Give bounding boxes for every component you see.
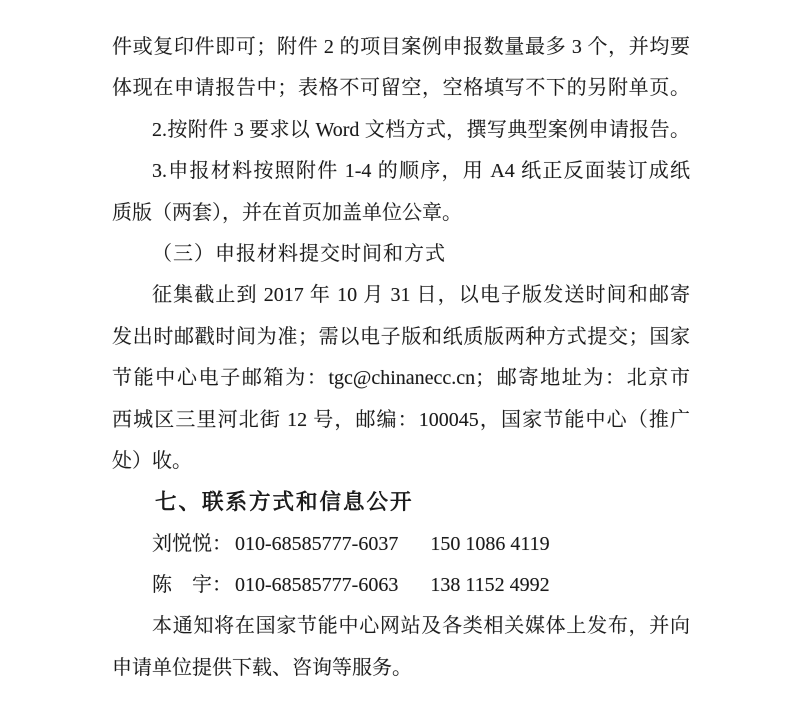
para-word-format: 2.按附件 3 要求以 Word 文档方式，撰写典型案例申请报告。 xyxy=(152,118,690,141)
document-body xyxy=(112,27,690,689)
para-deadline-line-3-email: 节能中心电子邮箱为：tgc@chinanecc.cn；邮寄地址为：北京市 xyxy=(112,367,690,390)
para-attachment-rule-line-2: 体现在申请报告中；表格不可留空，空格填写不下的另附单页。 xyxy=(112,77,690,100)
para-publish-notice-line-2: 申请单位提供下载、咨询等服务。 xyxy=(112,656,412,679)
contact-name: 陈 宇： xyxy=(152,574,232,597)
contact-line-liu xyxy=(112,524,690,565)
para-attachment-rule-line-1: 件或复印件即可；附件 2 的项目案例申报数量最多 3 个，并均要 xyxy=(112,36,690,58)
para-deadline-line-5: 处）收。 xyxy=(112,449,192,472)
contact-line-chen xyxy=(112,565,690,606)
para-deadline-line-4-address: 西城区三里河北街 12 号，邮编：100045，国家节能中心（推广 xyxy=(112,408,690,431)
para-deadline-line-2: 发出时邮戳时间为准；需以电子版和纸质版两种方式提交；国家 xyxy=(112,325,690,348)
para-publish-notice-line-1: 本通知将在国家节能中心网站及各类相关媒体上发布，并向 xyxy=(152,615,690,638)
contact-phone: 010-68585777-6063 xyxy=(235,574,399,597)
contact-mobile: 138 1152 4992 xyxy=(430,574,550,597)
para-binding-order-line-2: 质版（两套），并在首页加盖单位公章。 xyxy=(112,201,462,224)
contact-phone: 010-68585777-6037 xyxy=(235,532,399,555)
para-deadline-line-1: 征集截止到 2017 年 10 月 31 日，以电子版发送时间和邮寄 xyxy=(152,284,690,307)
para-binding-order-line-1: 3.申报材料按照附件 1-4 的顺序，用 A4 纸正反面装订成纸 xyxy=(152,160,690,183)
contact-mobile: 150 1086 4119 xyxy=(430,532,550,555)
contact-name: 刘悦悦： xyxy=(152,532,232,555)
heading-contact-info: 七、联系方式和信息公开 xyxy=(155,490,414,515)
heading-submission-time-method: （三）申报材料提交时间和方式 xyxy=(152,242,446,265)
